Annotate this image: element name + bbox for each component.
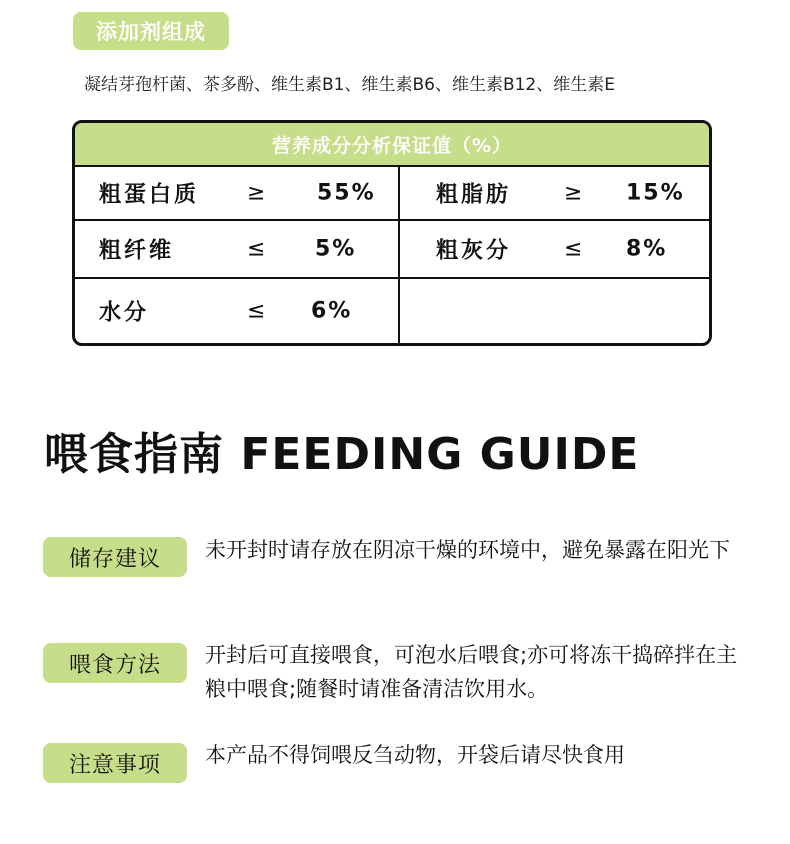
nutrient-cell-crude-fiber <box>75 221 400 277</box>
nutrient-name: 粗蛋白质 <box>99 182 200 208</box>
nutrient-operator: ≥ <box>247 180 266 206</box>
table-row <box>75 167 709 221</box>
notice-text: 本产品不得饲喂反刍动物，开袋后请尽快食用 <box>205 743 625 767</box>
nutrient-operator: ≤ <box>247 236 266 262</box>
feeding-method-text: 开封后可直接喂食，可泡水后喂食;亦可将冻干捣碎拌在主粮中喂食;随餐时请准备清洁饮用水。 <box>205 643 738 701</box>
nutrient-cell-empty <box>400 279 709 343</box>
nutrient-value: 55% <box>317 180 376 206</box>
nutrient-cell-crude-fat <box>400 167 709 219</box>
nutrition-table <box>72 120 712 346</box>
additives-list: 凝结芽孢杆菌、茶多酚、维生素B1、维生素B6、维生素B12、维生素E <box>84 75 615 95</box>
nutrient-name: 粗脂肪 <box>436 182 512 208</box>
nutrient-value: 15% <box>626 180 685 206</box>
additives-label: 添加剂组成 <box>73 12 229 50</box>
nutrient-value: 8% <box>626 236 668 262</box>
nutrition-table-header: 营养成分分析保证值（%） <box>75 123 709 167</box>
nutrient-operator: ≥ <box>564 180 583 206</box>
storage-label: 储存建议 <box>43 537 187 577</box>
nutrient-operator: ≤ <box>564 236 583 262</box>
nutrient-cell-moisture <box>75 279 400 343</box>
nutrient-cell-crude-protein <box>75 167 400 219</box>
table-row <box>75 221 709 279</box>
nutrient-name: 粗灰分 <box>436 238 512 264</box>
nutrient-name: 水分 <box>99 300 150 326</box>
notice-label: 注意事项 <box>43 743 187 783</box>
nutrient-name: 粗纤维 <box>99 238 175 264</box>
storage-text: 未开封时请存放在阴凉干燥的环境中，避免暴露在阳光下 <box>205 538 730 562</box>
nutrient-cell-crude-ash <box>400 221 709 277</box>
nutrient-operator: ≤ <box>247 298 266 324</box>
table-row <box>75 279 709 343</box>
feeding-guide-title: 喂食指南 FEEDING GUIDE <box>44 429 640 480</box>
feeding-method-label: 喂食方法 <box>43 643 187 683</box>
nutrient-value: 5% <box>315 236 357 262</box>
nutrient-value: 6% <box>311 298 353 324</box>
